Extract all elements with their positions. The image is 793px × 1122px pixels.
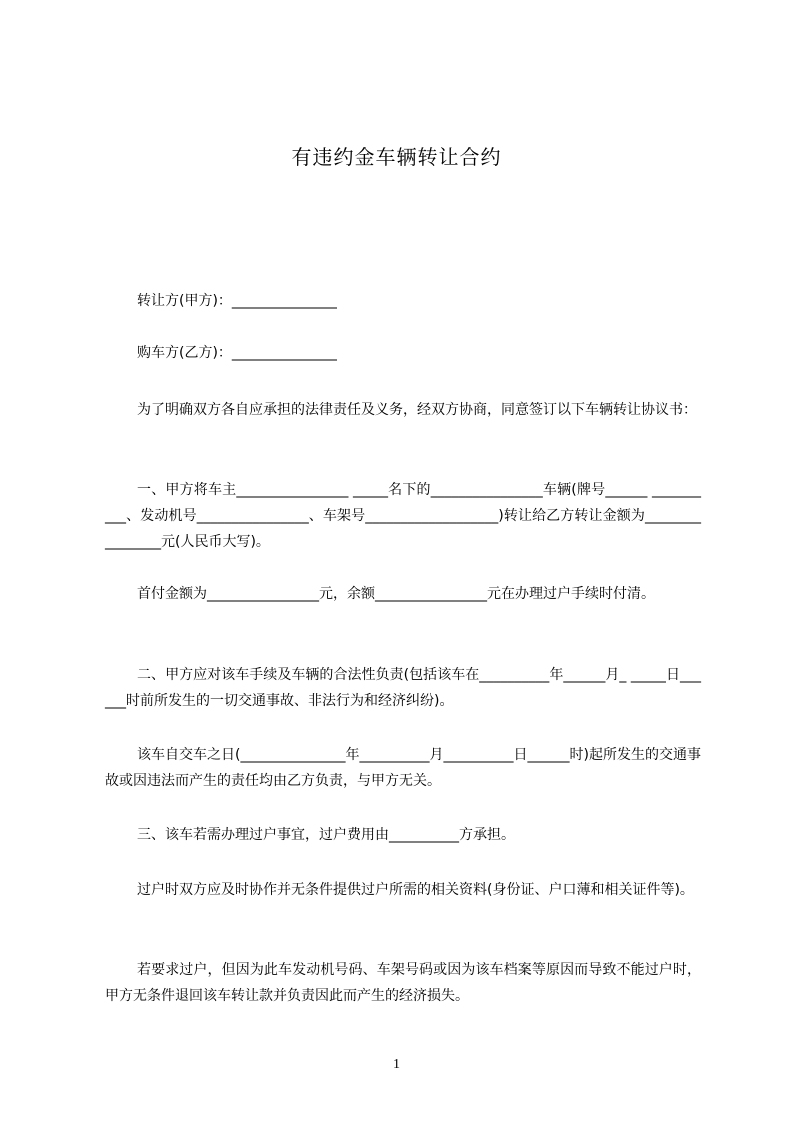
transfer-docs-paragraph: 过户时双方应及时协作并无条件提供过户所需的相关资料(身份证、户口薄和相关证件等)。	[137, 882, 694, 898]
clause-3-paragraph: 三、该车若需办理过户事宜，过户费用由__________方承担。	[137, 827, 515, 843]
page-number: 1	[393, 1057, 400, 1072]
delivery-paragraph: 该车自交车之日(_______________年__________月__________日______时)起所发生的交通事故或因违法而产生的责任均由乙方负责，与甲方无关。	[105, 747, 701, 789]
clause-1-paragraph: 一、甲方将车主________________ _____名下的________________车辆(牌号______ __________、发动机号________________、车架号___________________)转让给乙方转让金额为________________元(人民币大写)。	[105, 482, 701, 550]
refund-paragraph: 若要求过户，但因为此车发动机号码、车架号码或因为该车档案等原因而导致不能过户时，甲方无条件退回该车转让款并负责因此而产生的经济损失。	[105, 962, 701, 1004]
intro-paragraph: 为了明确双方各自应承担的法律责任及义务，经双方协商，同意签订以下车辆转让协议书：	[137, 402, 697, 418]
document-title: 有违约金车辆转让合约	[291, 145, 502, 169]
payment-paragraph: 首付金额为________________元，余额________________元在办理过户手续时付清。	[137, 586, 655, 602]
clause-2-paragraph: 二、甲方应对该车手续及车辆的合法性负责(包括该车在__________年______月_ _____日______时前所发生的一切交通事故、非法行为和经济纠纷)。	[105, 667, 701, 709]
party-a-line: 转让方(甲方)：_______________	[137, 293, 337, 309]
party-b-line: 购车方(乙方)：_______________	[137, 345, 337, 361]
